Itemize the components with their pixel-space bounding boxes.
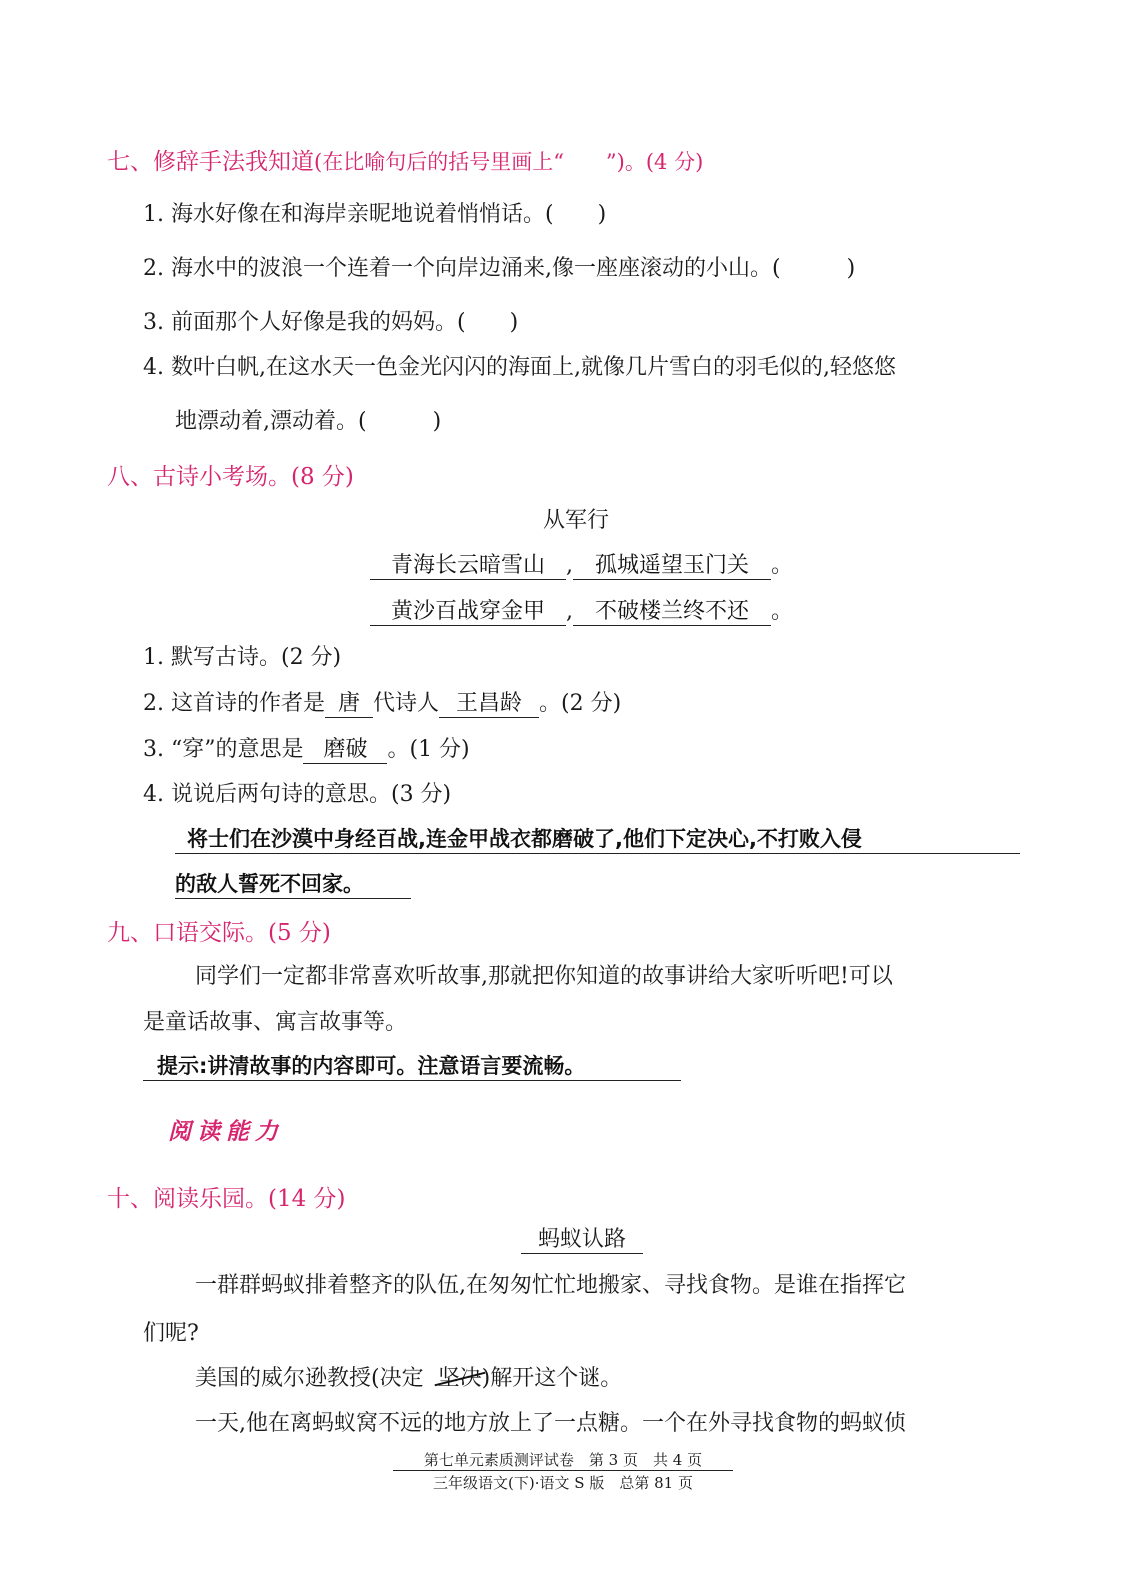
s7-item-3: 3. 前面那个人好像是我的妈妈。( ) (143, 310, 519, 335)
footer-line-2: 三年级语文(下)·语文 S 版 总第 81 页 (433, 1474, 693, 1492)
story-paragraph-3: 一天,他在离蚂蚁窝不远的地方放上了一点糖。一个在外寻找食物的蚂蚁侦 (195, 1411, 906, 1436)
poem-line-2-a: 黄沙百战穿金甲 (370, 594, 566, 626)
story-paragraph-1-cont: 们呢? (143, 1321, 199, 1346)
poem-title: 从军行 (543, 508, 610, 533)
s9-paragraph-2: 是童话故事、寓言故事等。 (143, 1010, 408, 1035)
answer-poet: 王昌龄 (439, 686, 539, 718)
poem-line-1-b: 孤城遥望玉门关 (573, 548, 771, 580)
answer-poem-meaning-2: 的敌人誓死不回家。 (175, 868, 411, 899)
s8-question-3: 3. “穿”的意思是 磨破 。(1 分) (143, 732, 470, 764)
story-paragraph-1: 一群群蚂蚁排着整齐的队伍,在匆匆忙忙地搬家、寻找食物。是谁在指挥它 (195, 1273, 906, 1298)
s8-question-2: 2. 这首诗的作者是 唐 代诗人 王昌龄 。(2 分) (143, 686, 621, 718)
poem-line-2: 黄沙百战穿金甲 , 不破楼兰终不还 。 (370, 594, 793, 626)
answer-meaning: 磨破 (303, 732, 387, 764)
poem-line-2-b: 不破楼兰终不还 (573, 594, 771, 626)
s7-item-4-continued: 地漂动着,漂动着。( ) (175, 409, 442, 434)
story-title: 蚂蚁认路 (521, 1222, 643, 1254)
footer-line-1: 第七单元素质测评试卷 第 3 页 共 4 页 (393, 1449, 733, 1471)
answer-dynasty: 唐 (325, 686, 373, 718)
s7-item-4: 4. 数叶白帆,在这水天一色金光闪闪的海面上,就像几片雪白的羽毛似的,轻悠悠 (143, 355, 896, 380)
s7-item-2: 2. 海水中的波浪一个连着一个向岸边涌来,像一座座滚动的小山。( ) (143, 256, 856, 281)
answer-poem-meaning-1: 将士们在沙漠中身经百战,连金甲战衣都磨破了,他们下定决心,不打败入侵 (175, 823, 1020, 854)
poem-line-1: 青海长云暗雪山 , 孤城遥望玉门关 。 (370, 548, 793, 580)
section-9-title: 九、口语交际。(5 分) (107, 920, 331, 946)
crossed-out-word: 坚决 (438, 1361, 482, 1392)
poem-line-1-a: 青海长云暗雪山 (370, 548, 566, 580)
s8-question-1: 1. 默写古诗。(2 分) (143, 645, 342, 670)
reading-ability-heading: 阅读能力 (168, 1118, 284, 1145)
s8-question-4: 4. 说说后两句诗的意思。(3 分) (143, 782, 452, 807)
s7-item-1: 1. 海水好像在和海岸亲昵地说着悄悄话。( ) (143, 202, 607, 227)
s9-paragraph-1: 同学们一定都非常喜欢听故事,那就把你知道的故事讲给大家听听吧!可以 (195, 964, 893, 989)
answer-hint: 提示:讲清故事的内容即可。注意语言要流畅。 (143, 1050, 681, 1081)
section-8-title: 八、古诗小考场。(8 分) (107, 464, 354, 490)
story-paragraph-2: 美国的威尔逊教授(决定 坚决)解开这个谜。 (195, 1361, 622, 1392)
section-10-title: 十、阅读乐园。(14 分) (107, 1186, 346, 1212)
section-7-title: 七、修辞手法我知道(在比喻句后的括号里画上“ ”)。(4 分) (107, 149, 704, 175)
